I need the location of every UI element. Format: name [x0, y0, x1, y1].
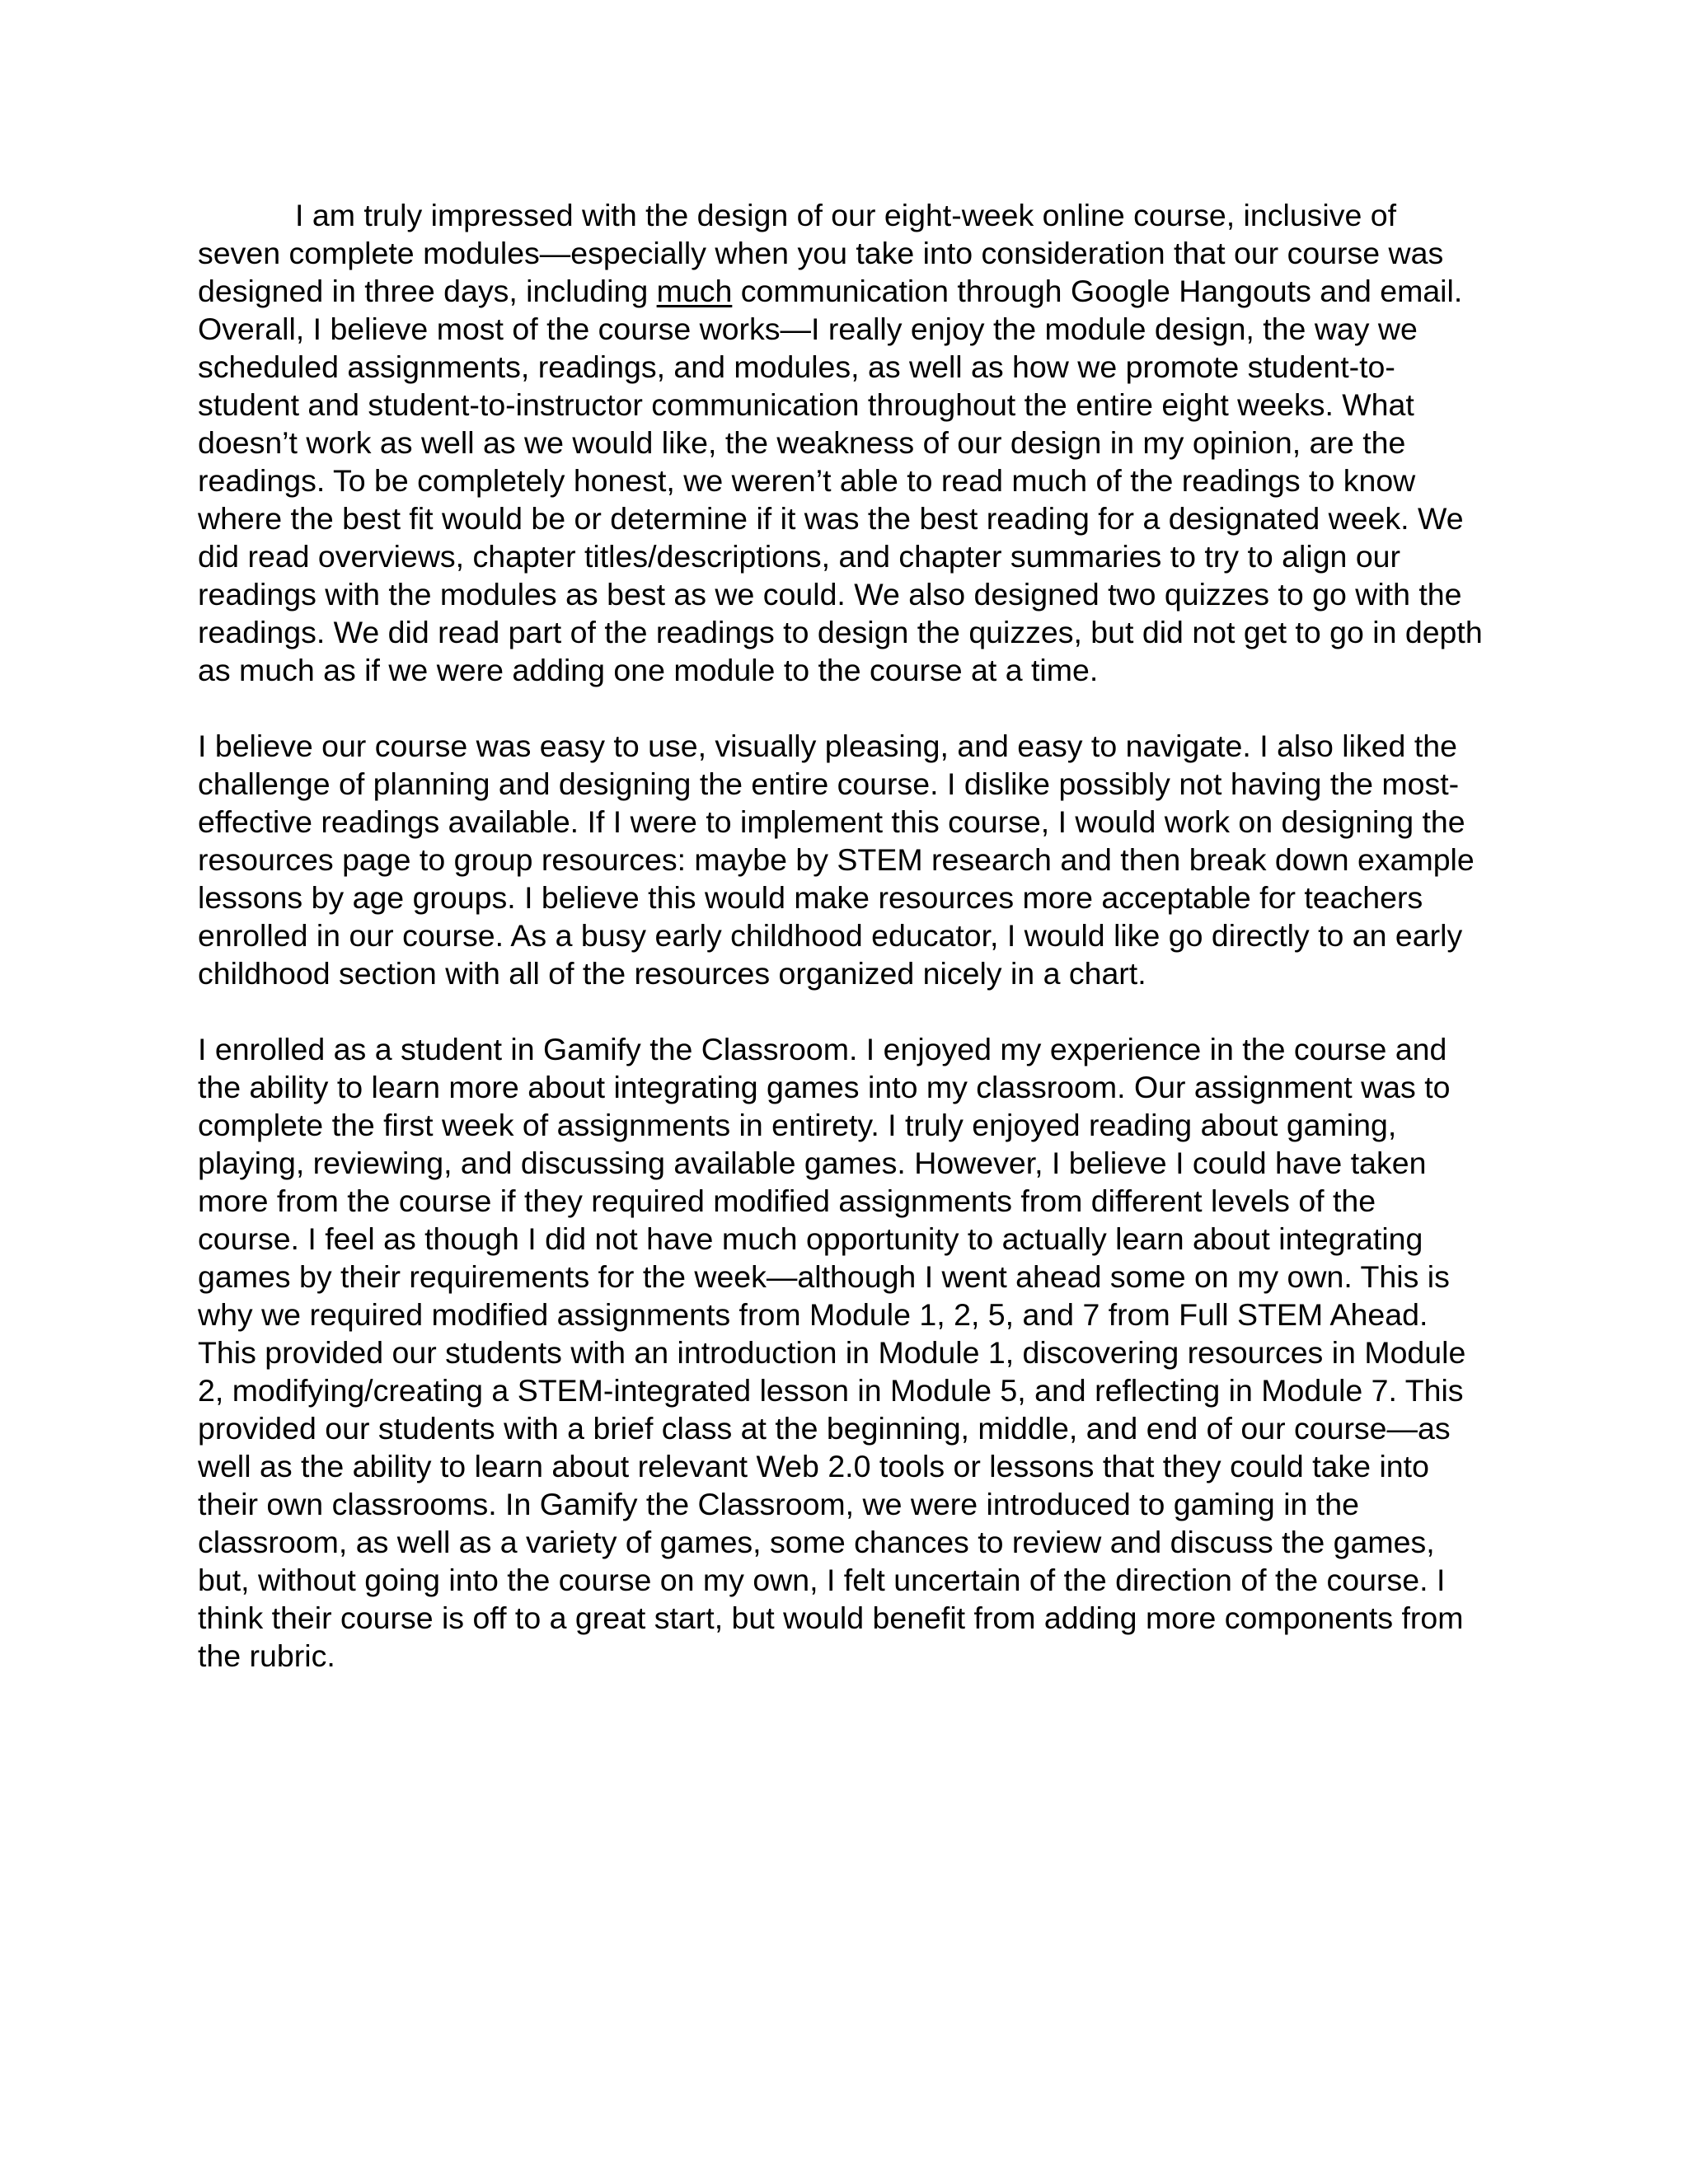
paragraph-2: I believe our course was easy to use, visually pleasing, and easy to navigate. I also liked the challenge of planning and designing the entire course. I dislike possibly not having the most-effective readings available. If I were to implement this course, I would work on designing the resources page to group resources: maybe by STEM research and then break down example lessons by age groups. I believe this would make resources more acceptable for teachers enrolled in our course. As a busy early childhood educator, I would like go directly to an early childhood section with all of the resources organized nicely in a chart. — [198, 729, 1475, 991]
paragraph-1-text-start: I am truly impressed with the design of our eight-week online course, inclusive of seven complete modules—especially when you take into consideration that our course was designed in three days, including — [198, 198, 1444, 308]
paragraph-1-text-end: communication through Google Hangouts and email. Overall, I believe most of the course works—I really enjoy the module design, the way we scheduled assignments, readings, and modules, as well as how we promote student-to-student and student-to-instructor communication throughout the entire eight weeks. What doesn’t work as well as we would like, the weakness of our design in my opinion, are the readings. To be completely honest, we weren’t able to read much of the readings to know where the best fit would be or determine if it was the best reading for a designated week. We did read overviews, chapter titles/descriptions, and chapter summaries to try to align our readings with the modules as best as we could. We also designed two quizzes to go with the readings. We did read part of the readings to design the quizzes, but did not get to go in depth as much as if we were adding one module to the course at a time. — [198, 274, 1483, 687]
document-body — [198, 196, 1484, 1713]
paragraph-3: I enrolled as a student in Gamify the Classroom. I enjoyed my experience in the course and the ability to learn more about integrating games into my classroom. Our assignment was to complete the first week of assignments in entirety. I truly enjoyed reading about gaming, playing, reviewing, and discussing available games. However, I believe I could have taken more from the course if they required modified assignments from different levels of the course. I feel as though I did not have much opportunity to actually learn about integrating games by their requirements for the week—although I went ahead some on my own. This is why we required modified assignments from Module 1, 2, 5, and 7 from Full STEM Ahead. This provided our students with an introduction in Module 1, discovering resources in Module 2, modifying/creating a STEM-integrated lesson in Module 5, and reflecting in Module 7. This provided our students with a brief class at the beginning, middle, and end of our course—as well as the ability to learn about relevant Web 2.0 tools or lessons that they could take into their own classrooms. In Gamify the Classroom, we were introduced to gaming in the classroom, as well as a variety of games, some chances to review and discuss the games, but, without going into the course on my own, I felt uncertain of the direction of the course. I think their course is off to a great start, but would benefit from adding more components from the rubric. — [198, 1032, 1466, 1673]
underlined-word: much — [656, 274, 733, 308]
paragraph-1 — [198, 196, 1484, 689]
